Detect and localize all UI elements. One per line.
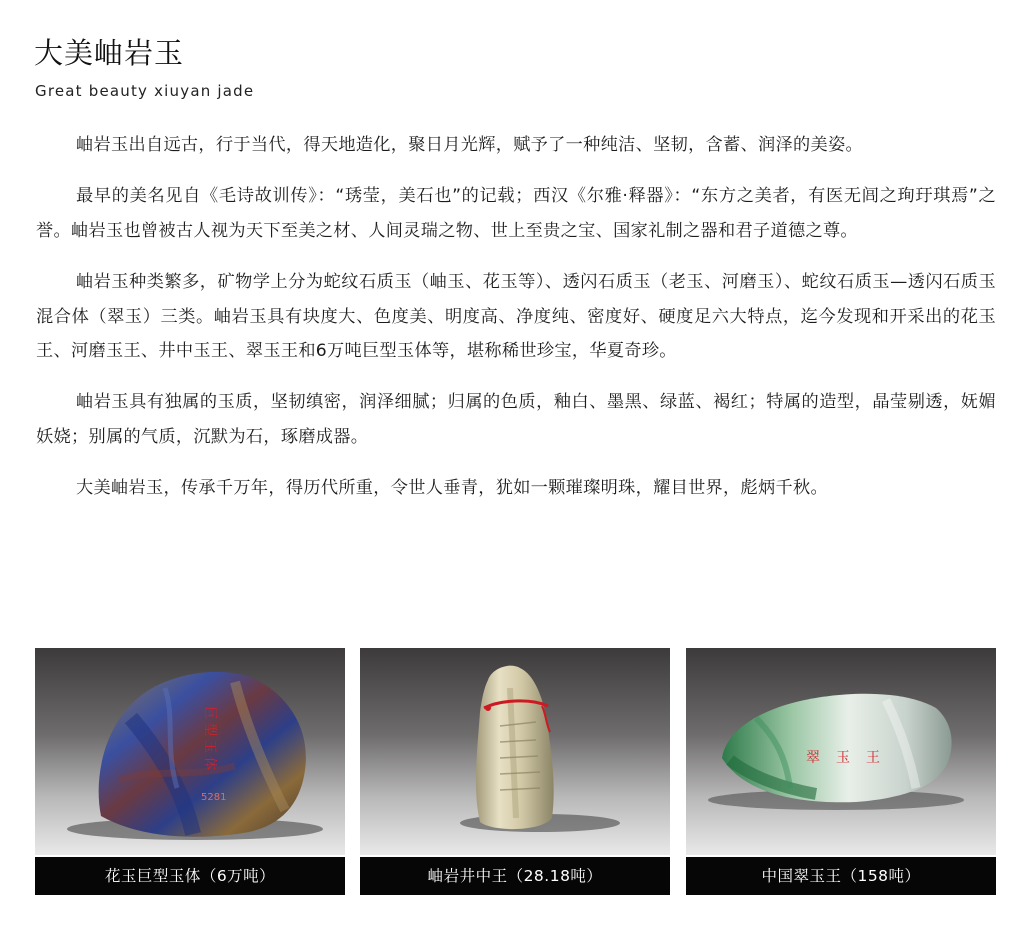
gallery-card-flower-jade [35, 648, 345, 895]
paragraph-intro: 岫岩玉出自远古，行于当代，得天地造化，聚日月光辉，赋予了一种纯洁、坚韧，含蓄、润泽的美姿。 [76, 135, 863, 155]
caption-well-jade: 岫岩井中王（28.18吨） [360, 857, 670, 895]
page-title: 大美岫岩玉 [34, 36, 185, 70]
caption-green-jade: 中国翠玉王（158吨） [686, 857, 996, 895]
well-jade-photo [360, 648, 670, 855]
stone-inscription-flower-jade: 巨型玉体 [202, 706, 217, 775]
paragraph-conclusion: 大美岫岩玉，传承千万年，得历代所重，令世人垂青，犹如一颗璀璨明珠，耀目世界，彪炳千秋。 [76, 478, 828, 499]
article-body [36, 128, 996, 522]
page-subtitle: Great beauty xiuyan jade [35, 82, 255, 100]
caption-flower-jade: 花玉巨型玉体（6万吨） [35, 857, 345, 895]
paragraph-history: 最早的美名见自《毛诗故训传》：“琇莹，美石也”的记载；西汉《尔雅·释器》：“东方之美者，有医无闾之珣玗琪焉”之誉。岫岩玉也曾被古人视为天下至美之材、人间灵瑞之物、世上至贵之宝、国家礼制之器和君子道德之尊。 [36, 186, 996, 241]
jade-gallery [35, 648, 996, 895]
gallery-card-green-jade [686, 648, 996, 895]
flower-jade-photo [35, 648, 345, 855]
stone-mark-flower-jade: 5281 [201, 792, 227, 803]
paragraph-qualities: 岫岩玉具有独属的玉质，坚韧缜密，润泽细腻；归属的色质，釉白、墨黑、绿蓝、褐红；特属的造型，晶莹剔透，妩媚妖娆；别属的气质，沉默为石，琢磨成器。 [36, 392, 996, 447]
green-jade-photo [686, 648, 996, 855]
stone-inscription-green-jade: 翠玉王 [806, 750, 896, 766]
gallery-card-well-jade [360, 648, 670, 895]
paragraph-types: 岫岩玉种类繁多，矿物学上分为蛇纹石质玉（岫玉、花玉等）、透闪石质玉（老玉、河磨玉）、蛇纹石质玉—透闪石质玉混合体（翠玉）三类。岫岩玉具有块度大、色度美、明度高、净度纯、密度好、硬度足六大特点，迄今发现和开采出的花玉王、河磨玉王、井中玉王、翠玉王和6万吨巨型玉体等，堪称稀世珍宝，华夏奇珍。 [36, 271, 996, 362]
